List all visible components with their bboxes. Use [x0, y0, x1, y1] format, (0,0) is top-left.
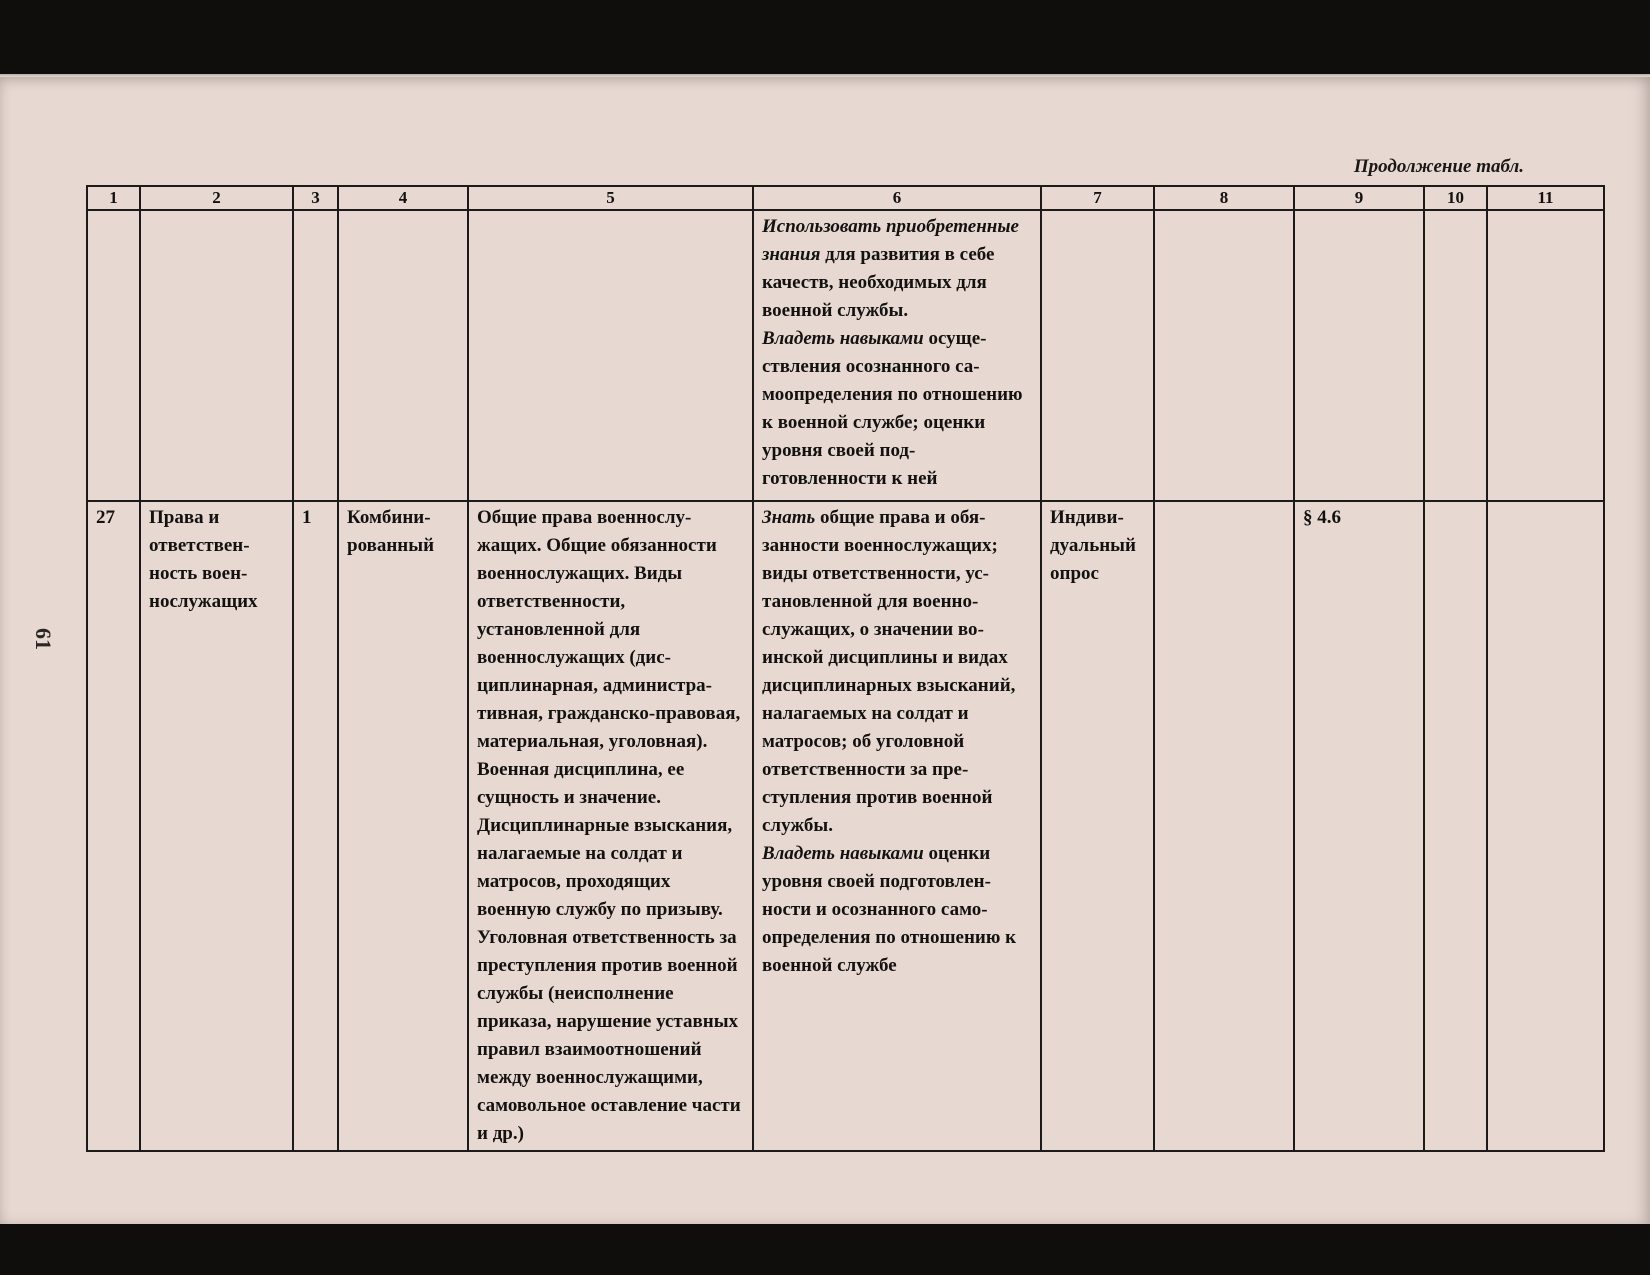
emphasis-know: Знать [762, 507, 816, 528]
cell [1294, 210, 1424, 501]
header-col-6: 6 [753, 186, 1041, 210]
header-row [87, 186, 1604, 210]
page-number: 61 [31, 628, 56, 650]
header-col-11: 11 [1487, 186, 1604, 210]
header-col-3: 3 [293, 186, 338, 210]
lesson-requirements [753, 501, 1041, 1151]
cell [1154, 210, 1294, 501]
lesson-control: Индивидуальный опрос [1041, 501, 1154, 1151]
lesson-homework: § 4.6 [1294, 501, 1424, 1151]
lesson-topic: Права и ответственность военнослужащих [140, 501, 293, 1151]
lesson-col-10 [1424, 501, 1487, 1151]
lesson-number: 27 [87, 501, 140, 1151]
continuation-row [87, 210, 1604, 501]
cell [468, 210, 753, 501]
emphasis-skills: Владеть навыками [762, 843, 924, 864]
cell [87, 210, 140, 501]
cell [1424, 210, 1487, 501]
header-col-9: 9 [1294, 186, 1424, 210]
header-col-1: 1 [87, 186, 140, 210]
lesson-type: Комбинированный [338, 501, 468, 1151]
cell [1487, 210, 1604, 501]
emphasis-skills: Владеть навыками [762, 328, 924, 349]
header-col-10: 10 [1424, 186, 1487, 210]
header-col-5: 5 [468, 186, 753, 210]
requirements-text: оценки уровня своей подготовленности и осознанного самоопределения по отношению к военной службе [762, 843, 1017, 976]
requirements-cell-continued [753, 210, 1041, 501]
lesson-row-27 [87, 501, 1604, 1151]
header-col-8: 8 [1154, 186, 1294, 210]
header-col-2: 2 [140, 186, 293, 210]
cell [1041, 210, 1154, 501]
lesson-col-8 [1154, 501, 1294, 1151]
header-col-4: 4 [338, 186, 468, 210]
header-col-7: 7 [1041, 186, 1154, 210]
cell [293, 210, 338, 501]
requirements-text: осуществления осознанного самоопределения по отношению к военной службе; оценки уровня своей подготовленности к ней [762, 328, 1023, 489]
paper-fold [0, 74, 1650, 77]
table-caption: Продолжение табл. [1353, 156, 1524, 177]
lesson-content: Общие права военнослужащих. Общие обязанности военнослужащих. Виды ответственности, установленной для военнослужащих (дисциплинарная, административная, гражданско-правовая, материальная, уголовная). Военная дисциплина, ее сущность и значение. Дисциплинарные взыскания, налагаемые на солдат и матросов, проходящих военную службу по призыву. Уголовная ответственность за преступления против военной службы (неисполнение приказа, нарушение уставных правил взаимоотношений между военнослужащими, самовольное оставление части и др.) [468, 501, 753, 1151]
emphasis-use-knowledge: Использовать приобретенные знания [762, 216, 1019, 265]
requirements-text: для развития в себе качеств, необходимых для военной службы. [762, 244, 995, 321]
lesson-col-11 [1487, 501, 1604, 1151]
lesson-plan-table [86, 185, 1605, 1152]
cell [140, 210, 293, 501]
cell [338, 210, 468, 501]
lesson-hours: 1 [293, 501, 338, 1151]
requirements-text: общие права и обязанности военнослужащих; виды ответственности, установленной для военнослужащих, о значении воинской дисциплины и видах дисциплинарных взысканий, налагаемых на солдат и матросов; об уголовной ответственности за преступления против военной службы. [762, 507, 1016, 836]
